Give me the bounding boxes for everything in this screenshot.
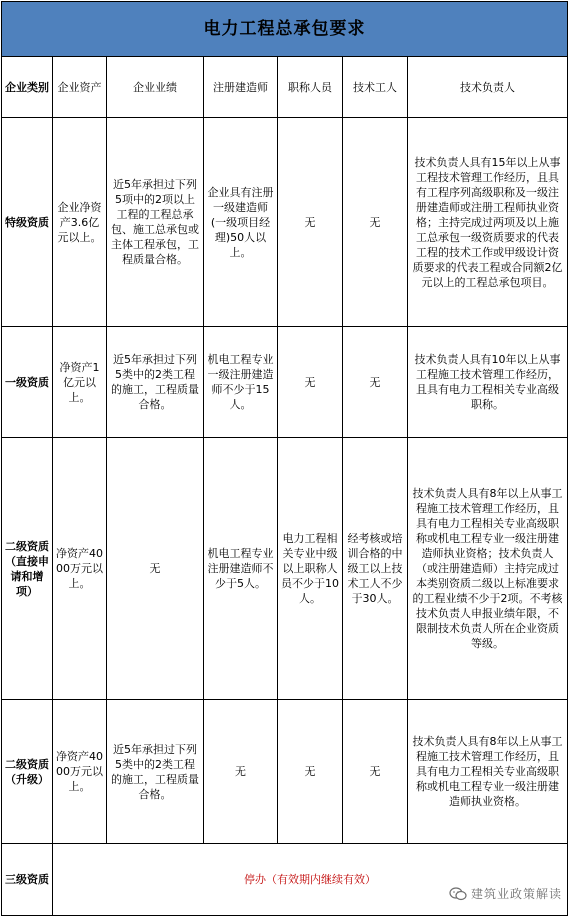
row-category: 二级资质（直接申请和增项） — [2, 438, 53, 700]
row-technical-leader: 技术负责人具有10年以上从事工程施工技术管理工作经历，且具有电力工程相关专业高级职称。 — [408, 327, 568, 438]
row-category: 三级资质 — [2, 844, 53, 916]
row-titled-staff: 无 — [278, 700, 343, 844]
row-technicians: 经考核或培训合格的中级工以上技术工人不少于30人。 — [343, 438, 408, 700]
wechat-chat-icon — [449, 887, 467, 901]
row-titled-staff: 无 — [278, 327, 343, 438]
row-technicians: 无 — [343, 700, 408, 844]
row-assets: 净资产4000万元以上。 — [53, 438, 107, 700]
row-category: 特级资质 — [2, 118, 53, 327]
row-constructors: 机电工程专业注册建造师不少于5人。 — [204, 438, 278, 700]
page-title: 电力工程总承包要求 — [2, 2, 568, 57]
discontinued-note: 停办（有效期内继续有效） — [53, 844, 568, 916]
row-performance: 近5年承担过下列5类中的2类工程的施工，工程质量合格。 — [107, 700, 204, 844]
header-assets: 企业资产 — [53, 57, 107, 118]
row-performance: 近5年承担过下列5项中的2项以上工程的工程总承包、施工总承包或主体工程承包，工程质量合格。 — [107, 118, 204, 327]
row-titled-staff: 无 — [278, 118, 343, 327]
header-category: 企业类别 — [2, 57, 53, 118]
row-technical-leader: 技术负责人具有15年以上从事工程技术管理工作经历，且具有工程序列高级职称及一级注册建造师或注册工程师执业资格；主持完成过两项及以上施工总承包一级资质要求的代表工程的技术工作或甲级设计资质要求的代表工程或合同额2亿元以上的工程总承包项目。 — [408, 118, 568, 327]
table-row — [2, 327, 568, 438]
row-constructors: 无 — [204, 700, 278, 844]
row-assets: 企业净资产3.6亿元以上。 — [53, 118, 107, 327]
watermark — [449, 885, 562, 902]
header-row — [2, 57, 568, 118]
row-technicians: 无 — [343, 118, 408, 327]
requirements-table — [1, 1, 568, 916]
table-row — [2, 700, 568, 844]
row-technical-leader: 技术负责人具有8年以上从事工程施工技术管理工作经历，且具有电力工程相关专业高级职称或机电工程专业一级注册建造师执业资格。 — [408, 700, 568, 844]
table-row — [2, 118, 568, 327]
row-technicians: 无 — [343, 327, 408, 438]
header-performance: 企业业绩 — [107, 57, 204, 118]
header-constructors: 注册建造师 — [204, 57, 278, 118]
table-row — [2, 438, 568, 700]
table-row — [2, 844, 568, 916]
row-assets: 净资产4000万元以上。 — [53, 700, 107, 844]
row-performance: 无 — [107, 438, 204, 700]
header-titled-staff: 职称人员 — [278, 57, 343, 118]
header-technicians: 技术工人 — [343, 57, 408, 118]
row-assets: 净资产1亿元以上。 — [53, 327, 107, 438]
row-category: 一级资质 — [2, 327, 53, 438]
watermark-text: 建筑业政策解读 — [470, 887, 562, 901]
row-category: 二级资质（升级） — [2, 700, 53, 844]
row-titled-staff: 电力工程相关专业中级以上职称人员不少于10人。 — [278, 438, 343, 700]
row-performance: 近5年承担过下列5类中的2类工程的施工，工程质量合格。 — [107, 327, 204, 438]
row-constructors: 企业具有注册一级建造师(一级项目经理)50人以上。 — [204, 118, 278, 327]
header-technical-leader: 技术负责人 — [408, 57, 568, 118]
row-technical-leader: 技术负责人具有8年以上从事工程施工技术管理工作经历，且具有电力工程相关专业高级职称或机电工程专业一级注册建造师执业资格；技术负责人（或注册建造师）主持完成过本类别资质二级以上标准要求的工程业绩不少于2项。不考核技术负责人申报业绩年限，不限制技术负责人所在企业资质等级。 — [408, 438, 568, 700]
row-constructors: 机电工程专业一级注册建造师不少于15人。 — [204, 327, 278, 438]
